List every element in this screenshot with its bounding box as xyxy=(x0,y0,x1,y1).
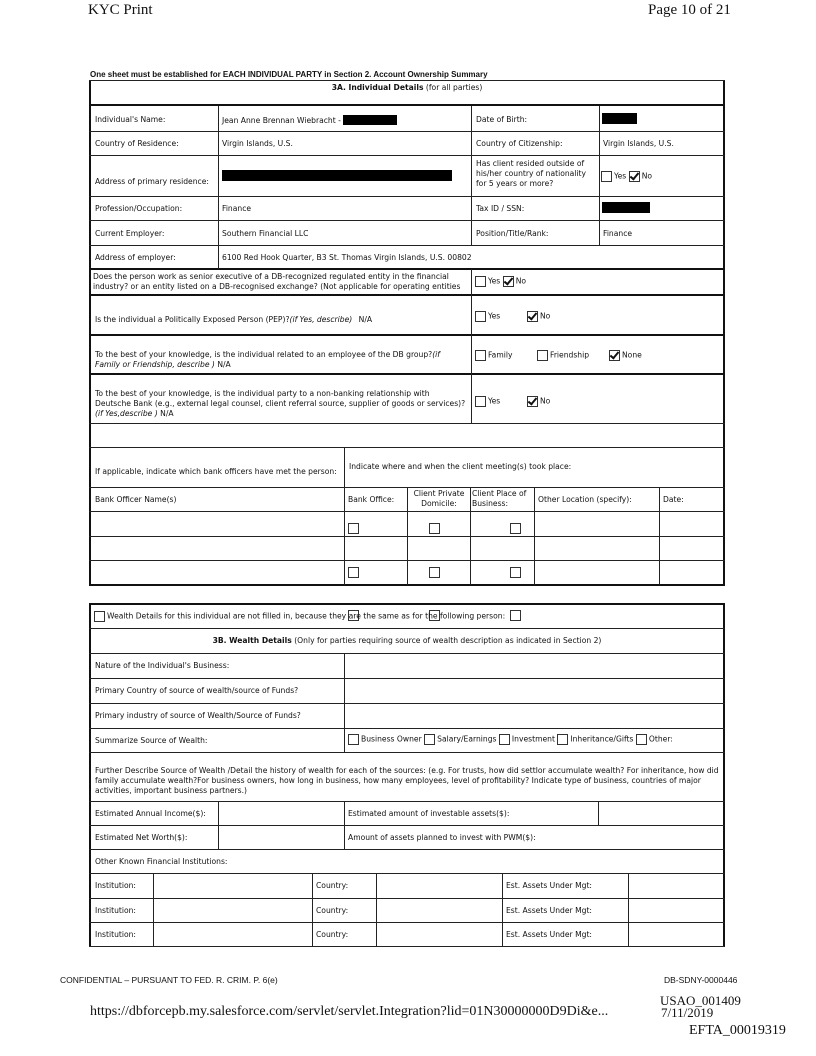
resided-no-checkbox[interactable] xyxy=(629,171,640,182)
meeting-row-3 xyxy=(0,38,816,57)
nonbank-no-option: No xyxy=(527,396,550,407)
residence-label: Country of Residence: xyxy=(95,139,179,148)
instruction-text: One sheet must be established for EACH INDIVIDUAL PARTY in Section 2. Account Ownership Summary xyxy=(90,70,488,79)
country-label: Country: xyxy=(316,930,349,939)
business-owner-checkbox[interactable] xyxy=(348,734,359,745)
pep-yes-option: Yes xyxy=(475,311,500,322)
officers-label: If applicable, indicate which bank officers have met the person: xyxy=(95,467,337,476)
primary-industry-label: Primary industry of source of Wealth/Source of Funds? xyxy=(95,711,301,720)
pwm-assets-label: Amount of assets planned to invest with PWM($): xyxy=(348,833,536,842)
pep-question: Is the individual a Politically Exposed Person (PEP)?(if Yes, describe) N/A xyxy=(95,315,373,324)
nonbank-yes-checkbox[interactable] xyxy=(475,396,486,407)
confidential-notice: CONFIDENTIAL – PURSUANT TO FED. R. CRIM. P. 6(e) xyxy=(60,975,278,985)
aum-label: Est. Assets Under Mgt: xyxy=(506,930,592,939)
country-label: Country: xyxy=(316,906,349,915)
country-label: Country: xyxy=(316,881,349,890)
name-label: Individual's Name: xyxy=(95,115,166,124)
senior-exec-no-checkbox[interactable] xyxy=(503,276,514,287)
page-number: Page 10 of 21 xyxy=(648,2,731,18)
senior-exec-question: Does the person work as senior executive of a DB-recognized regulated entity in the financial industry? or an entity listed on a DB-recognised exchange? (Not applicable for operating entities xyxy=(93,272,461,291)
net-worth-label: Estimated Net Worth($): xyxy=(95,833,188,842)
pep-yes-checkbox[interactable] xyxy=(475,311,486,322)
private-domicile-checkbox[interactable] xyxy=(429,567,440,578)
name-value: Jean Anne Brennan Wiebracht - xyxy=(222,115,397,125)
investable-assets-label: Estimated amount of investable assets($): xyxy=(348,809,510,818)
print-title: KYC Print xyxy=(88,2,153,18)
other-checkbox[interactable] xyxy=(636,734,647,745)
employer-address-value: 6100 Red Hook Quarter, B3 St. Thomas Virgin Islands, U.S. 00802 xyxy=(222,253,472,262)
related-none-option: None xyxy=(609,350,642,361)
resided-yes-checkbox[interactable] xyxy=(601,171,612,182)
bank-office-checkbox[interactable] xyxy=(348,523,359,534)
investment-checkbox[interactable] xyxy=(499,734,510,745)
business-nature-label: Nature of the Individual's Business: xyxy=(95,661,230,670)
summarize-label: Summarize Source of Wealth: xyxy=(95,736,208,745)
aum-label: Est. Assets Under Mgt: xyxy=(506,906,592,915)
pep-no-option: No xyxy=(527,311,550,322)
institution-label: Institution: xyxy=(95,881,136,890)
related-none-checkbox[interactable] xyxy=(609,350,620,361)
private-domicile-checkbox[interactable] xyxy=(429,523,440,534)
dob-label: Date of Birth: xyxy=(476,115,528,124)
primary-country-label: Primary Country of source of wealth/source of Funds? xyxy=(95,686,299,695)
salary-checkbox[interactable] xyxy=(424,734,435,745)
col-place-of-business: Client Place of Business: xyxy=(472,489,527,508)
position-value: Finance xyxy=(603,229,633,238)
senior-exec-options: Yes No xyxy=(475,276,526,287)
bank-office-checkbox[interactable] xyxy=(348,567,359,578)
profession-label: Profession/Occupation: xyxy=(95,204,183,213)
aum-label: Est. Assets Under Mgt: xyxy=(506,881,592,890)
related-family-option: Family xyxy=(475,350,512,361)
nonbank-question: To the best of your knowledge, is the individual party to a non-banking relationship with Deutsche Bank (e.g., external legal counsel, client referral source, supplier of goods or services)?(if Yes,describe ) N/A xyxy=(95,389,466,418)
redaction-block xyxy=(343,115,397,125)
resided-question: Has client resided outside of his/her country of nationality for 5 years or more? xyxy=(476,159,587,188)
institution-label: Institution: xyxy=(95,930,136,939)
place-of-business-checkbox[interactable] xyxy=(510,567,521,578)
citizenship-label: Country of Citizenship: xyxy=(476,139,563,148)
pep-no-checkbox[interactable] xyxy=(527,311,538,322)
related-question: To the best of your knowledge, is the individual related to an employee of the DB group?(if Family or Friendship, describe ) N/A xyxy=(95,350,440,369)
institution-label: Institution: xyxy=(95,906,136,915)
inheritance-checkbox[interactable] xyxy=(557,734,568,745)
other-institutions-label: Other Known Financial Institutions: xyxy=(95,857,228,866)
place-of-business-checkbox[interactable] xyxy=(510,610,521,621)
meeting-row-2 xyxy=(0,19,816,38)
efta-number: EFTA_00019319 xyxy=(689,1023,786,1038)
wealth-source-options: Business Owner Salary/Earnings Investment Inheritance/Gifts Other: xyxy=(348,734,673,745)
employer-value: Southern Financial LLC xyxy=(222,229,309,238)
citizenship-value: Virgin Islands, U.S. xyxy=(603,139,674,148)
place-of-business-checkbox[interactable] xyxy=(510,523,521,534)
section-3b-title: 3B. Wealth Details (Only for parties requiring source of wealth description as indicated in Section 2) xyxy=(212,636,602,645)
col-other-location: Other Location (specify): xyxy=(538,495,632,504)
tax-redaction xyxy=(602,202,650,213)
employer-label: Current Employer: xyxy=(95,229,165,238)
col-private-domicile: Client Private Domicile: xyxy=(413,489,465,508)
print-date: 7/11/2019 xyxy=(661,1005,714,1020)
dob-redaction xyxy=(602,113,637,124)
position-label: Position/Title/Rank: xyxy=(476,229,549,238)
resided-options: Yes No xyxy=(601,171,652,182)
address-redaction xyxy=(222,170,452,181)
employer-address-label: Address of employer: xyxy=(95,253,176,262)
related-friendship-option: Friendship xyxy=(537,350,589,361)
meeting-where-label: Indicate where and when the client meeting(s) took place: xyxy=(349,462,572,471)
related-friendship-checkbox[interactable] xyxy=(537,350,548,361)
usao-number: USAO_001409 xyxy=(660,993,741,1008)
address-label: Address of primary residence: xyxy=(95,177,209,186)
bates-number: DB-SDNY-0000446 xyxy=(664,975,738,985)
nonbank-no-checkbox[interactable] xyxy=(527,396,538,407)
same-as-checkbox[interactable] xyxy=(94,611,105,622)
profession-value: Finance xyxy=(222,204,252,213)
tax-label: Tax ID / SSN: xyxy=(476,204,525,213)
related-family-checkbox[interactable] xyxy=(475,350,486,361)
col-officer: Bank Officer Name(s) xyxy=(95,495,177,504)
source-url: https://dbforcepb.my.salesforce.com/servlet/servlet.Integration?lid=01N30000000D9Di&e... xyxy=(90,1004,609,1019)
senior-exec-yes-checkbox[interactable] xyxy=(475,276,486,287)
residence-value: Virgin Islands, U.S. xyxy=(222,139,293,148)
same-as-option: Wealth Details for this individual are not filled in, because they are the same as for the following person: xyxy=(94,611,505,622)
nonbank-yes-option: Yes xyxy=(475,396,500,407)
further-describe-label: Further Describe Source of Wealth /Detail the history of wealth for each of the sources: (e.g. For trusts, how did settlor accumulate wealth? For inheritance, how did family accumulate wealth?For business owners, how long in business, how many employees, level of profitability? Indicate type of business, countries of major activities, important business partners.) xyxy=(95,766,719,795)
section-3a-title: 3A. Individual Details (for all parties) xyxy=(331,83,483,92)
col-date: Date: xyxy=(663,495,684,504)
annual-income-label: Estimated Annual Income($): xyxy=(95,809,206,818)
col-bank-office: Bank Office: xyxy=(348,495,395,504)
